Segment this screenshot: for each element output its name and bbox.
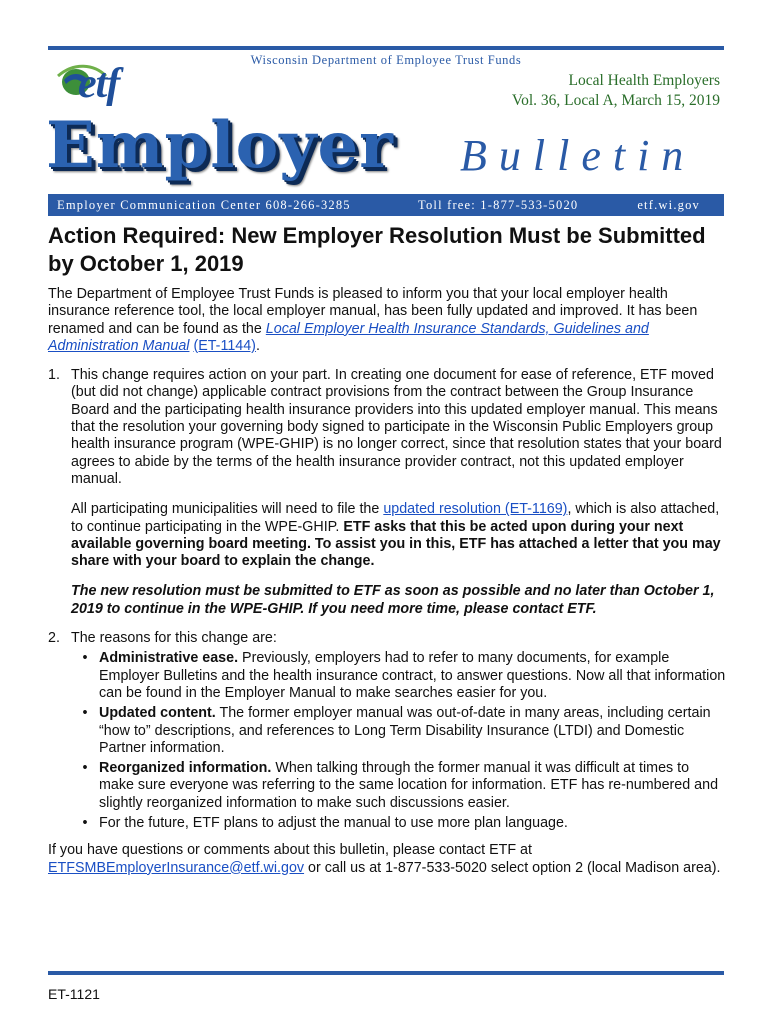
contact-bar (48, 194, 724, 216)
toll-free: Toll free: 1-877-533-5020 (418, 198, 579, 212)
masthead-bulletin: Bulletin (460, 131, 696, 180)
bullet-icon: • (82, 760, 88, 777)
bullet-item (71, 760, 728, 812)
resolution-text-a: All participating municipalities will need to file the (71, 501, 384, 518)
item-number: 2. (48, 630, 60, 647)
resolution-text-b: , which is also attached, to continue participating in the WPE-GHIP. (71, 501, 720, 535)
manual-code-link[interactable]: (ET-1144) (193, 337, 256, 354)
contact-center: Employer Communication Center 608-266-3285 (57, 198, 351, 212)
manual-link[interactable]: Local Employer Health Insurance Standards, Guidelines and Administration Manual (48, 320, 649, 354)
item-1-text: This change requires action on your part. In creating one document for ease of reference, ETF moved (but did not change) applicable contract provisions from the contract between the Group Insurance Board and the participating health insurance providers into this updated employer manual. This means that the resolution your governing body signed to participate in the Wisconsin Public Employers group health insurance program (WPE-GHIP) is no longer correct, since that resolution states that your board agrees to abide by the terms of the health insurance provider contract, not this updated employer manual. (71, 367, 722, 487)
item-number: 1. (48, 367, 60, 384)
item-1-body (71, 367, 728, 618)
article (48, 222, 728, 877)
intro-text: The Department of Employee Trust Funds is pleased to inform you that your local employer health insurance reference tool, the local employer manual, has been fully updated and improved. It has been renamed and can be found as the (48, 286, 698, 337)
item-1-resolution-paragraph (71, 501, 728, 570)
intro-paragraph (48, 286, 728, 355)
bullet-text (99, 705, 728, 757)
etf-logo-text: etf (78, 61, 120, 107)
bullet-body: The former employer manual was out-of-date in many areas, including certain “how to” descriptions, and references to Long Term Disability Insurance (LTDI) and Domestic Partner information. (99, 705, 711, 756)
issue-audience: Local Health Employers (568, 72, 720, 89)
closing-paragraph (48, 842, 728, 877)
list-item-2 (48, 630, 728, 832)
ordered-list (48, 367, 728, 832)
intro-end: . (255, 337, 260, 354)
bullet-head: Reorganized information. (99, 760, 272, 777)
bullet-item (71, 650, 728, 702)
masthead-employer: Employer (46, 108, 394, 183)
closing-text-a: If you have questions or comments about this bulletin, please contact ETF at (48, 842, 532, 859)
bullet-icon: • (82, 705, 88, 722)
resolution-link[interactable]: updated resolution (ET-1169) (383, 501, 568, 518)
bullet-body: Previously, employers had to refer to many documents, for example Employer Bulletins and the health insurance contract, to answer questions. Now all that information can be found in the Employer Manual to make searches easier for you. (99, 650, 726, 701)
bullet-head: Administrative ease. (99, 650, 239, 667)
article-title: Action Required: New Employer Resolution Must be Submitted by October 1, 2019 (48, 223, 706, 276)
bullet-item (71, 705, 728, 757)
resolution-bold-text: ETF asks that this be acted upon during your next available governing board meeting. To assist you in this, ETF has attached a letter that you may share with your board to explain the change. (71, 518, 721, 570)
bullet-text (99, 815, 728, 832)
top-rule (48, 46, 724, 50)
department-name: Wisconsin Department of Employee Trust Funds (250, 53, 522, 67)
bullet-body: For the future, ETF plans to adjust the manual to use more plan language. (99, 815, 568, 832)
list-item-1 (48, 367, 728, 618)
website: etf.wi.gov (637, 198, 700, 212)
issue-volume-date: Vol. 36, Local A, March 15, 2019 (511, 92, 720, 109)
item-2-body (71, 630, 728, 832)
bullet-item (71, 815, 728, 832)
bullet-body: When talking through the former manual it was difficult at times to make sure everyone was referring to the same location for information. ETF has re-numbered and slightly reorganized information to make such discussions easier. (99, 760, 719, 811)
bullet-icon: • (82, 650, 88, 667)
closing-text-b: or call us at 1-877-533-5020 select option 2 (local Madison area). (304, 859, 721, 876)
bullet-head: Updated content. (99, 705, 216, 722)
bullet-icon: • (82, 815, 88, 832)
issue-info (512, 71, 720, 111)
item-2-text: The reasons for this change are: (71, 630, 277, 647)
form-code: ET-1121 (48, 986, 100, 1002)
bullet-text (99, 650, 728, 702)
bottom-rule (48, 971, 724, 975)
deadline-notice: The new resolution must be submitted to ETF as soon as possible and no later than October 1, 2019 to continue in the WPE-GHIP. If you need more time, please contact ETF. (71, 583, 715, 617)
bullet-text (99, 760, 728, 812)
contact-email-link[interactable]: ETFSMBEmployerInsurance@etf.wi.gov (48, 859, 305, 876)
